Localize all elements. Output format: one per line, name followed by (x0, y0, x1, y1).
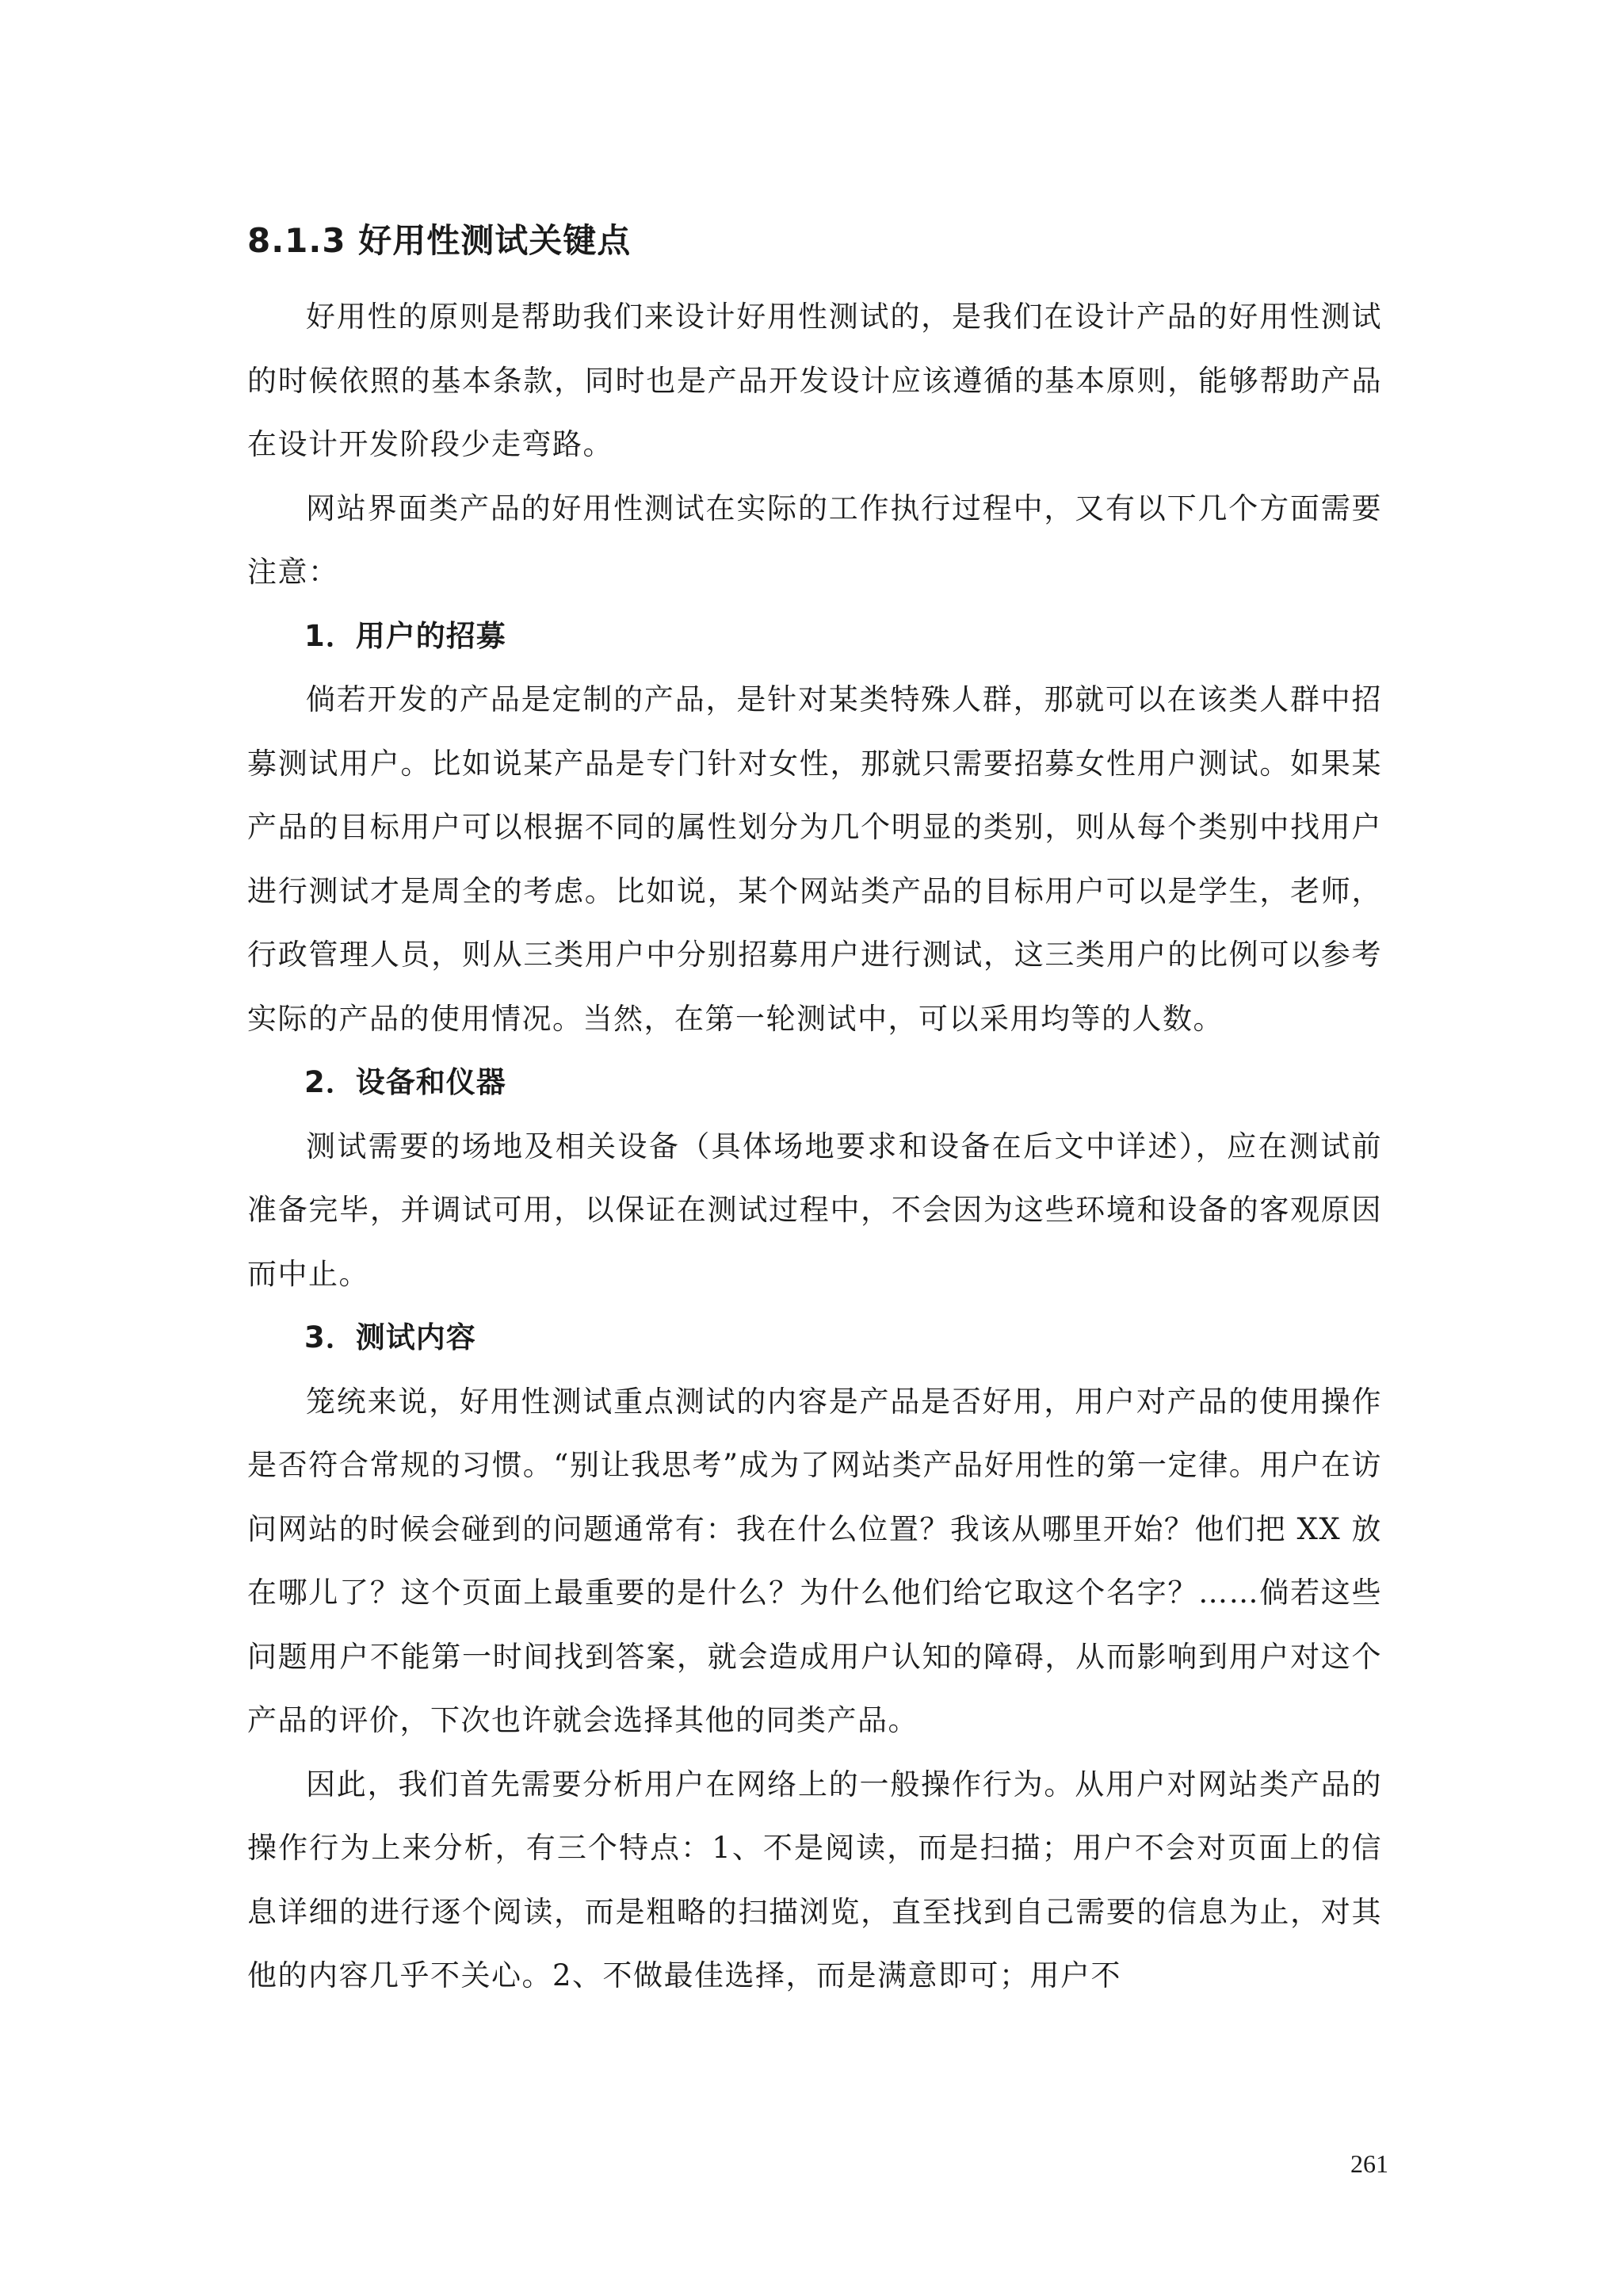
paragraph-test-content: 笼统来说，好用性测试重点测试的内容是产品是否好用，用户对产品的使用操作是否符合常规的习惯。“别让我思考”成为了网站类产品好用性的第一定律。用户在访问网站的时候会碰到的问题通常有：我在什么位置？我该从哪里开始？他们把 XX 放在哪儿了？这个页面上最重要的是什么？为什么他们给它取这个名字？……倘若这些问题用户不能第一时间找到答案，就会造成用户认知的障碍，从而影响到用户对这个产品的评价，下次也许就会选择其他的同类产品。 (247, 1384, 1382, 1737)
document-page (247, 208, 1382, 2008)
paragraph-user-behavior: 因此，我们首先需要分析用户在网络上的一般操作行为。从用户对网站类产品的操作行为上来分析，有三个特点：1、不是阅读，而是扫描；用户不会对页面上的信息详细的进行逐个阅读，而是粗略的扫描浏览，直至找到自己需要的信息为止，对其他的内容几乎不关心。2、不做最佳选择，而是满意即可；用户不 (247, 1767, 1382, 1992)
paragraph-intro-2: 网站界面类产品的好用性测试在实际的工作执行过程中，又有以下几个方面需要注意： (247, 491, 1382, 589)
section-title: 8.1.3 好用性测试关键点 (247, 221, 632, 260)
paragraph-equipment: 测试需要的场地及相关设备（具体场地要求和设备在后文中详述），应在测试前准备完毕，并调试可用，以保证在测试过程中，不会因为这些环境和设备的客观原因而中止。 (247, 1129, 1382, 1291)
paragraph-user-recruitment: 倘若开发的产品是定制的产品，是针对某类特殊人群，那就可以在该类人群中招募测试用户。比如说某产品是专门针对女性，那就只需要招募女性用户测试。如果某产品的目标用户可以根据不同的属性划分为几个明显的类别，则从每个类别中找用户进行测试才是周全的考虑。比如说，某个网站类产品的目标用户可以是学生，老师，行政管理人员，则从三类用户中分别招募用户进行测试，这三类用户的比例可以参考实际的产品的使用情况。当然，在第一轮测试中，可以采用均等的人数。 (247, 682, 1382, 1036)
page-number: 261 (1350, 2149, 1388, 2178)
paragraph-intro-1: 好用性的原则是帮助我们来设计好用性测试的，是我们在设计产品的好用性测试的时候依照的基本条款，同时也是产品开发设计应该遵循的基本原则，能够帮助产品在设计开发阶段少走弯路。 (247, 300, 1382, 461)
subheading-user-recruitment: 1．用户的招募 (304, 618, 506, 653)
subheading-equipment: 2．设备和仪器 (304, 1065, 506, 1099)
subheading-test-content: 3．测试内容 (304, 1320, 476, 1354)
